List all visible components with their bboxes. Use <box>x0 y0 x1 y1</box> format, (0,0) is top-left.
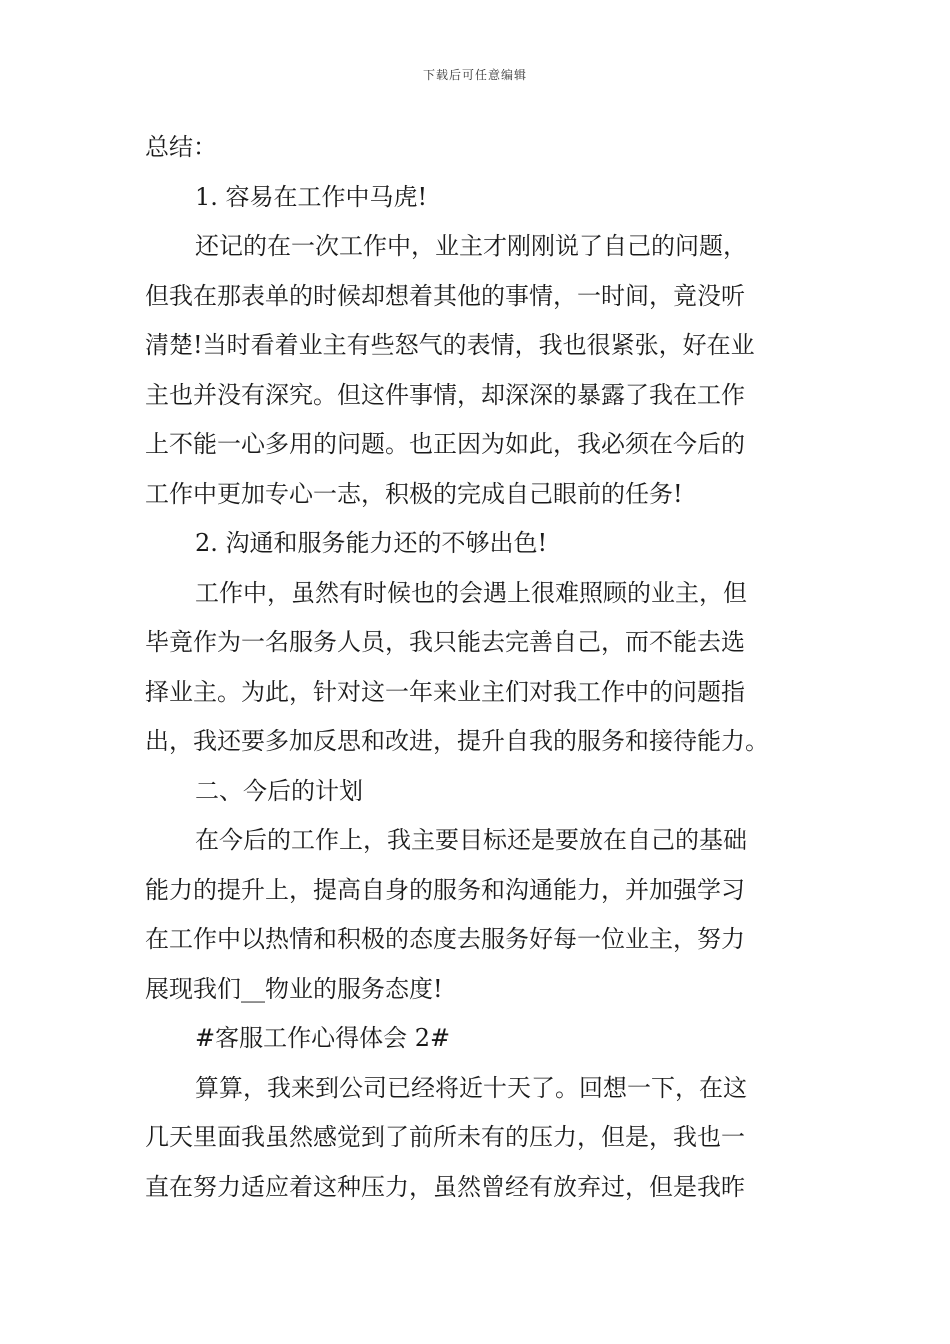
document-body <box>145 123 805 1212</box>
text-line: 出，我还要多加反思和改进，提升自我的服务和接待能力。 <box>145 727 769 755</box>
text-line: 毕竟作为一名服务人员，我只能去完善自己，而不能去选 <box>145 628 745 656</box>
list-heading: 2. 沟通和服务能力还的不够出色! <box>195 529 548 557</box>
text-line: 在工作中以热情和积极的态度去服务好每一位业主，努力 <box>145 925 745 953</box>
text-line: 在今后的工作上，我主要目标还是要放在自己的基础 <box>195 826 747 854</box>
text-line: 工作中更加专心一志，积极的完成自己眼前的任务! <box>145 479 683 508</box>
list-heading: 1. 容易在工作中马虎! <box>195 182 428 211</box>
text-line: 工作中，虽然有时候也的会遇上很难照顾的业主，但 <box>195 578 747 607</box>
section-heading: #客服工作心得体会 2# <box>195 1024 451 1052</box>
section-heading: 二、今后的计划 <box>195 776 363 805</box>
text-line: 但我在那表单的时候却想着其他的事情，一时间，竟没听 <box>145 281 745 310</box>
text-line: 主也并没有深究。但这件事情，却深深的暴露了我在工作 <box>145 380 745 409</box>
text-line: 直在努力适应着这种压力，虽然曾经有放弃过，但是我昨 <box>145 1172 745 1201</box>
page-header-note: 下载后可任意编辑 <box>422 68 527 82</box>
text-line: 清楚!当时看着业主有些怒气的表情，我也很紧张，好在业 <box>145 331 755 359</box>
text-line: 总结： <box>145 133 217 161</box>
text-line: 几天里面我虽然感觉到了前所未有的压力，但是，我也一 <box>145 1123 745 1151</box>
text-line: 上不能一心多用的问题。也正因为如此，我必须在今后的 <box>145 430 745 458</box>
text-line: 能力的提升上，提高自身的服务和沟通能力，并加强学习 <box>145 875 745 904</box>
text-line: 还记的在一次工作中，业主才刚刚说了自己的问题， <box>195 232 747 260</box>
text-line: 择业主。为此，针对这一年来业主们对我工作中的问题指 <box>145 677 745 706</box>
text-line: 展现我们__物业的服务态度! <box>145 974 443 1003</box>
text-line: 算算，我来到公司已经将近十天了。回想一下，在这 <box>195 1073 747 1102</box>
